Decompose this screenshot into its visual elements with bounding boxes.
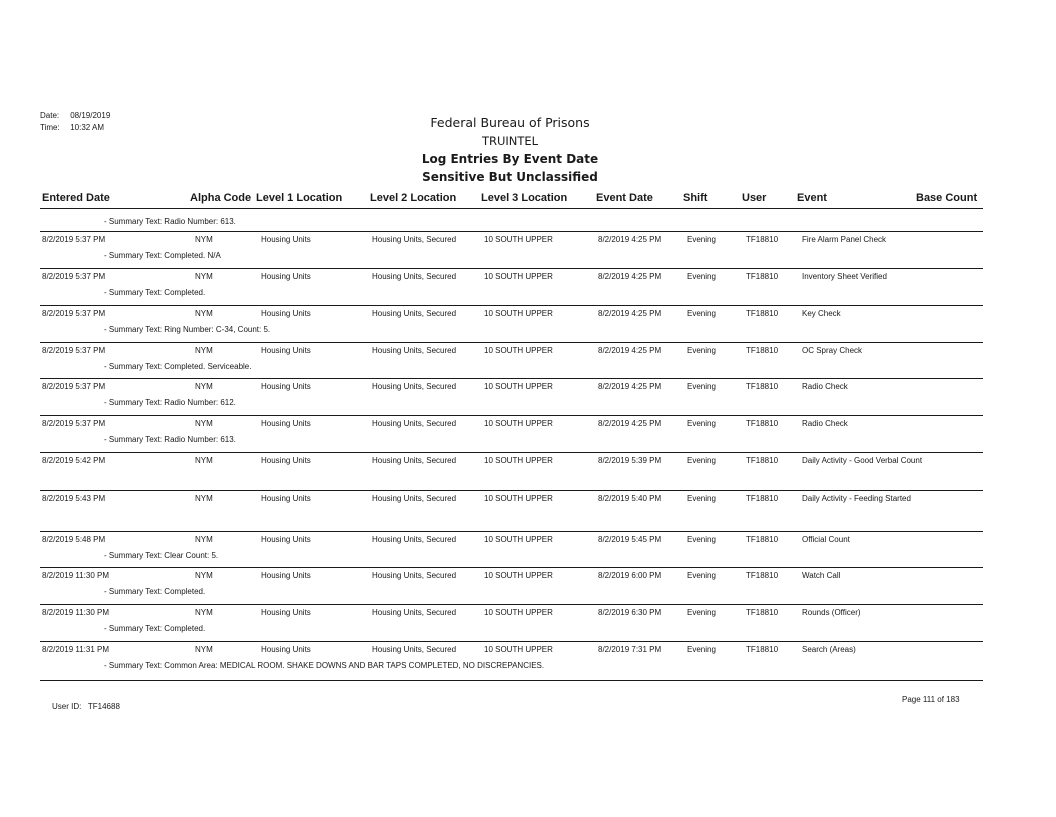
cell-level1-location: Housing Units	[261, 309, 311, 318]
cell-alpha-code: NYM	[195, 535, 213, 544]
cell-shift: Evening	[687, 535, 716, 544]
classification-title: Sensitive But Unclassified	[422, 170, 598, 184]
cell-level2-location: Housing Units, Secured	[372, 272, 457, 281]
table-end-rule	[40, 680, 983, 681]
footer-user-id	[52, 702, 120, 711]
time-label: Time:	[40, 123, 60, 132]
cell-event: Daily Activity - Good Verbal Count	[802, 456, 923, 465]
cell-level2-location: Housing Units, Secured	[372, 346, 457, 355]
row-rule	[40, 490, 983, 491]
col-level3-location: Level 3 Location	[481, 192, 568, 204]
cell-entered-date: 8/2/2019 5:43 PM	[42, 494, 106, 503]
col-alpha-code: Alpha Code	[190, 192, 252, 204]
cell-shift: Evening	[687, 309, 716, 318]
row-rule	[40, 452, 983, 453]
page-number: Page 111 of 183	[902, 695, 960, 704]
cell-level3-location: 10 SOUTH UPPER	[484, 272, 553, 281]
report-time	[40, 122, 104, 134]
cell-event: Watch Call	[802, 571, 841, 580]
cell-entered-date: 8/2/2019 5:48 PM	[42, 535, 106, 544]
cell-alpha-code: NYM	[195, 456, 213, 465]
cell-alpha-code: NYM	[195, 309, 213, 318]
cell-event-date: 8/2/2019 6:00 PM	[598, 571, 662, 580]
cell-event-date: 8/2/2019 4:25 PM	[598, 346, 662, 355]
cell-event-date: 8/2/2019 4:25 PM	[598, 309, 662, 318]
cell-alpha-code: NYM	[195, 272, 213, 281]
cell-alpha-code: NYM	[195, 346, 213, 355]
cell-shift: Evening	[687, 571, 716, 580]
cell-entered-date: 8/2/2019 5:37 PM	[42, 309, 106, 318]
cell-level1-location: Housing Units	[261, 571, 311, 580]
cell-level1-location: Housing Units	[261, 346, 311, 355]
row-rule	[40, 641, 983, 642]
cell-level2-location: Housing Units, Secured	[372, 309, 457, 318]
header-rule	[40, 208, 983, 209]
summary-text: - Summary Text: Completed. Serviceable.	[104, 362, 252, 371]
cell-entered-date: 8/2/2019 11:30 PM	[42, 608, 110, 617]
summary-text: - Summary Text: Completed.	[104, 624, 206, 633]
cell-level3-location: 10 SOUTH UPPER	[484, 382, 553, 391]
cell-level2-location: Housing Units, Secured	[372, 494, 457, 503]
summary-text: - Summary Text: Clear Count: 5.	[104, 551, 219, 560]
cell-level2-location: Housing Units, Secured	[372, 535, 457, 544]
cell-alpha-code: NYM	[195, 571, 213, 580]
cell-level1-location: Housing Units	[261, 235, 311, 244]
cell-event: Radio Check	[802, 382, 848, 391]
cell-user: TF18810	[746, 419, 779, 428]
cell-level3-location: 10 SOUTH UPPER	[484, 309, 553, 318]
report-title-block	[360, 114, 660, 186]
cell-user: TF18810	[746, 608, 779, 617]
cell-level1-location: Housing Units	[261, 419, 311, 428]
row-rule	[40, 604, 983, 605]
cell-user: TF18810	[746, 456, 779, 465]
user-id-label: User ID:	[52, 702, 82, 711]
cell-event-date: 8/2/2019 4:25 PM	[598, 382, 662, 391]
date-label: Date:	[40, 111, 60, 120]
cell-level2-location: Housing Units, Secured	[372, 456, 457, 465]
cell-alpha-code: NYM	[195, 608, 213, 617]
date-value: 08/19/2019	[70, 111, 111, 120]
cell-user: TF18810	[746, 235, 779, 244]
cell-level3-location: 10 SOUTH UPPER	[484, 535, 553, 544]
cell-event-date: 8/2/2019 5:40 PM	[598, 494, 662, 503]
cell-alpha-code: NYM	[195, 419, 213, 428]
cell-level1-location: Housing Units	[261, 382, 311, 391]
cell-shift: Evening	[687, 272, 716, 281]
col-event: Event	[797, 192, 827, 204]
cell-level3-location: 10 SOUTH UPPER	[484, 608, 553, 617]
summary-text: - Summary Text: Common Area: MEDICAL ROOM. SHAKE DOWNS AND BAR TAPS COMPLETED, NO DISCREPANCIES.	[104, 661, 545, 670]
cell-user: TF18810	[746, 346, 779, 355]
summary-text: - Summary Text: Radio Number: 613.	[104, 435, 236, 444]
cell-event: Fire Alarm Panel Check	[802, 235, 887, 244]
cell-level3-location: 10 SOUTH UPPER	[484, 571, 553, 580]
cell-user: TF18810	[746, 272, 779, 281]
cell-event: Daily Activity - Feeding Started	[802, 494, 911, 503]
agency-title: Federal Bureau of Prisons	[430, 115, 590, 130]
cell-shift: Evening	[687, 645, 716, 654]
cell-level1-location: Housing Units	[261, 645, 311, 654]
cell-level2-location: Housing Units, Secured	[372, 571, 457, 580]
cell-shift: Evening	[687, 382, 716, 391]
cell-shift: Evening	[687, 494, 716, 503]
cell-level3-location: 10 SOUTH UPPER	[484, 645, 553, 654]
cell-user: TF18810	[746, 309, 779, 318]
cell-user: TF18810	[746, 571, 779, 580]
row-rule	[40, 342, 983, 343]
cell-level3-location: 10 SOUTH UPPER	[484, 419, 553, 428]
row-rule	[40, 231, 983, 232]
summary-text: - Summary Text: Completed.	[104, 587, 206, 596]
user-id-value: TF14688	[87, 702, 120, 711]
col-level1-location: Level 1 Location	[256, 192, 343, 204]
row-rule	[40, 268, 983, 269]
cell-event: Inventory Sheet Verified	[802, 272, 887, 281]
cell-level3-location: 10 SOUTH UPPER	[484, 346, 553, 355]
cell-shift: Evening	[687, 419, 716, 428]
cell-shift: Evening	[687, 346, 716, 355]
cell-entered-date: 8/2/2019 5:37 PM	[42, 419, 106, 428]
cell-shift: Evening	[687, 456, 716, 465]
cell-event: OC Spray Check	[802, 346, 863, 355]
cell-level1-location: Housing Units	[261, 272, 311, 281]
cell-event-date: 8/2/2019 5:39 PM	[598, 456, 662, 465]
cell-event-date: 8/2/2019 4:25 PM	[598, 235, 662, 244]
cell-event: Rounds (Officer)	[802, 608, 861, 617]
cell-level1-location: Housing Units	[261, 535, 311, 544]
cell-shift: Evening	[687, 235, 716, 244]
cell-event: Search (Areas)	[802, 645, 856, 654]
cell-alpha-code: NYM	[195, 494, 213, 503]
cell-level2-location: Housing Units, Secured	[372, 645, 457, 654]
cell-user: TF18810	[746, 382, 779, 391]
cell-user: TF18810	[746, 645, 779, 654]
summary-text: - Summary Text: Ring Number: C-34, Count: 5.	[104, 325, 271, 334]
row-rule	[40, 305, 983, 306]
cell-event-date: 8/2/2019 7:31 PM	[598, 645, 662, 654]
cell-event-date: 8/2/2019 4:25 PM	[598, 272, 662, 281]
cell-alpha-code: NYM	[195, 382, 213, 391]
cell-shift: Evening	[687, 608, 716, 617]
cell-level3-location: 10 SOUTH UPPER	[484, 456, 553, 465]
cell-alpha-code: NYM	[195, 235, 213, 244]
cell-level2-location: Housing Units, Secured	[372, 382, 457, 391]
summary-text: - Summary Text: Completed.	[104, 288, 206, 297]
cell-event: Official Count	[802, 535, 850, 544]
cell-alpha-code: NYM	[195, 645, 213, 654]
col-user: User	[742, 192, 767, 204]
col-entered-date: Entered Date	[42, 192, 110, 204]
cell-event-date: 8/2/2019 6:30 PM	[598, 608, 662, 617]
cell-user: TF18810	[746, 535, 779, 544]
report-date	[40, 110, 110, 122]
row-rule	[40, 378, 983, 379]
row-rule	[40, 531, 983, 532]
summary-text: - Summary Text: Radio Number: 613.	[104, 217, 236, 226]
cell-event: Key Check	[802, 309, 841, 318]
col-shift: Shift	[683, 192, 708, 204]
cell-entered-date: 8/2/2019 11:31 PM	[42, 645, 110, 654]
cell-event-date: 8/2/2019 5:45 PM	[598, 535, 662, 544]
cell-level3-location: 10 SOUTH UPPER	[484, 235, 553, 244]
cell-level1-location: Housing Units	[261, 456, 311, 465]
report-title: Log Entries By Event Date	[421, 152, 599, 166]
col-event-date: Event Date	[596, 192, 653, 204]
cell-level2-location: Housing Units, Secured	[372, 608, 457, 617]
row-rule	[40, 415, 983, 416]
cell-entered-date: 8/2/2019 5:37 PM	[42, 346, 106, 355]
cell-entered-date: 8/2/2019 11:30 PM	[42, 571, 110, 580]
cell-level1-location: Housing Units	[261, 494, 311, 503]
cell-level2-location: Housing Units, Secured	[372, 235, 457, 244]
cell-level2-location: Housing Units, Secured	[372, 419, 457, 428]
cell-user: TF18810	[746, 494, 779, 503]
cell-entered-date: 8/2/2019 5:37 PM	[42, 272, 106, 281]
cell-entered-date: 8/2/2019 5:37 PM	[42, 235, 106, 244]
cell-entered-date: 8/2/2019 5:42 PM	[42, 456, 106, 465]
cell-event-date: 8/2/2019 4:25 PM	[598, 419, 662, 428]
summary-text: - Summary Text: Completed. N/A	[104, 251, 221, 260]
cell-level1-location: Housing Units	[261, 608, 311, 617]
col-base-count: Base Count	[916, 192, 978, 204]
cell-entered-date: 8/2/2019 5:37 PM	[42, 382, 106, 391]
summary-text: - Summary Text: Radio Number: 612.	[104, 398, 236, 407]
cell-level3-location: 10 SOUTH UPPER	[484, 494, 553, 503]
cell-event: Radio Check	[802, 419, 848, 428]
row-rule	[40, 567, 983, 568]
time-value: 10:32 AM	[70, 123, 105, 132]
system-title: TRUINTEL	[481, 134, 539, 148]
col-level2-location: Level 2 Location	[370, 192, 457, 204]
